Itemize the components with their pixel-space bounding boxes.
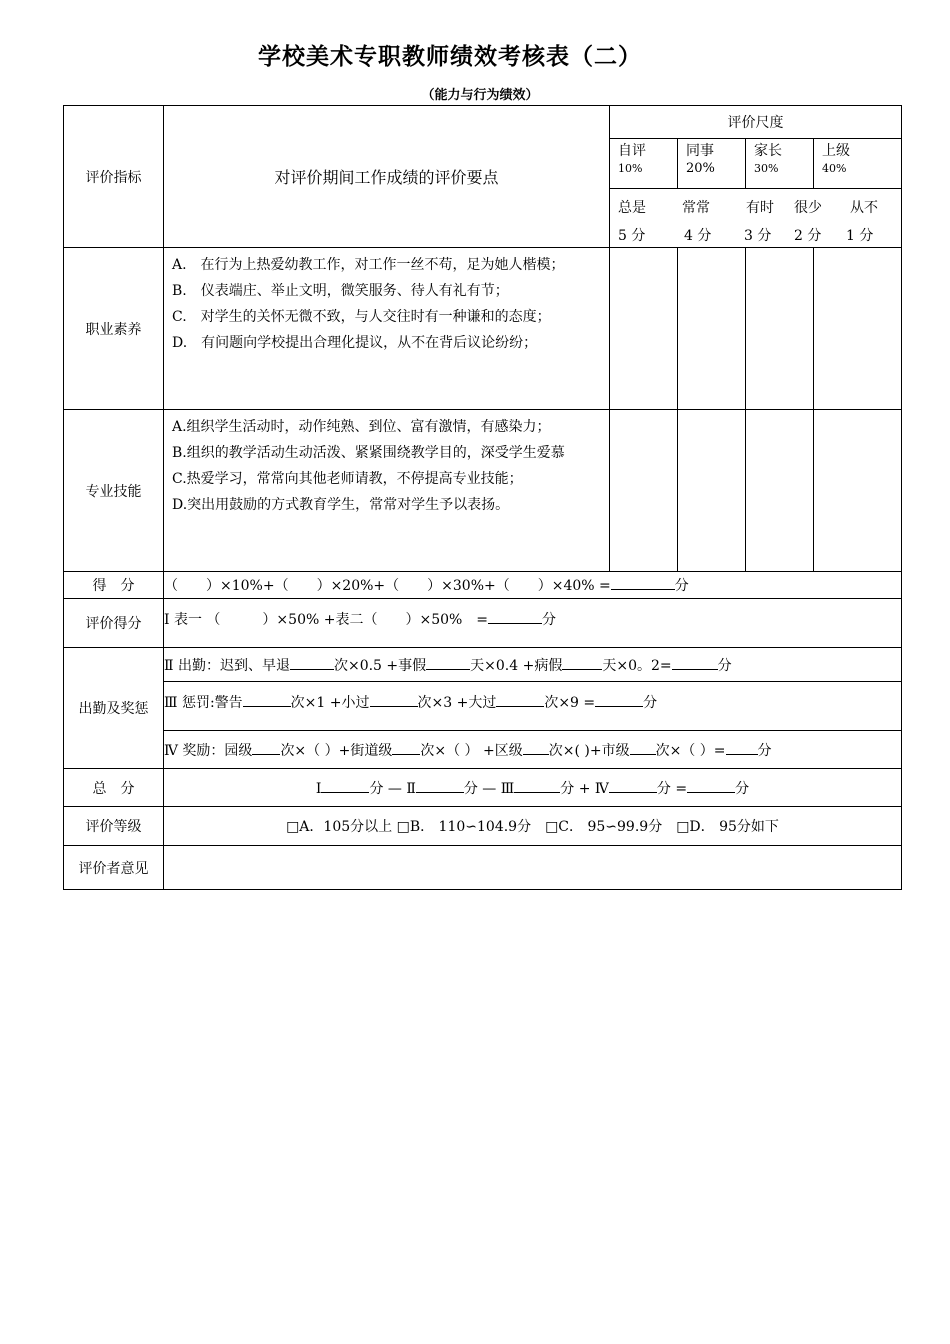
level-label: 总是: [618, 200, 646, 216]
level-points: 4 分: [684, 228, 712, 244]
score-cell[interactable]: [746, 248, 814, 410]
eval-score-text: Ⅰ 表一 （ ）×50% +表二（ ）×50% =: [164, 612, 489, 628]
score-unit: 分: [674, 578, 689, 594]
scale-header: 评价尺度: [610, 106, 902, 139]
total-formula: [164, 769, 902, 807]
attendance-text: Ⅱ 出勤：迟到、早退: [164, 657, 290, 674]
reward-text: 次×( )+市级: [548, 742, 630, 759]
rater-weight: 10%: [618, 162, 643, 175]
penalty-line: [164, 682, 902, 731]
rater-name: 自评: [618, 143, 646, 159]
reward-total-blank[interactable]: [726, 740, 758, 755]
rater-parent: [746, 139, 814, 189]
rater-name: 上级: [822, 143, 850, 159]
reward-text: 次×（ ） +区级: [420, 742, 523, 759]
score-cell[interactable]: [814, 248, 902, 410]
level-label: 有时: [746, 200, 774, 216]
score-blank[interactable]: [611, 575, 675, 590]
city-reward-blank[interactable]: [630, 740, 656, 755]
reward-line: [164, 731, 902, 769]
rater-weight: 40%: [822, 162, 847, 175]
rater-supervisor: [814, 139, 902, 189]
page-subtitle: （能力与行为绩效）: [421, 88, 539, 103]
total-blank-5[interactable]: [687, 778, 735, 793]
eval-score-label: 评价得分: [64, 599, 164, 648]
total-label: 总 分: [64, 769, 164, 807]
rater-name: 同事: [686, 143, 714, 159]
major-demerit-blank[interactable]: [496, 692, 544, 707]
attendance-text: 次×0.5 +事假: [333, 657, 427, 674]
school-reward-blank[interactable]: [252, 740, 280, 755]
penalty-unit: 分: [643, 695, 658, 711]
section-items: [164, 248, 610, 410]
attendance-text: 天×0.4 +病假: [470, 657, 563, 674]
criterion-item: A.组织学生活动时，动作纯熟、到位、富有激情，有感染力；: [172, 419, 551, 435]
criterion-item: C.热爱学习，常常向其他老师请教，不停提高专业技能；: [172, 471, 523, 487]
indicator-header: 评价指标: [64, 106, 164, 248]
level-label: 从不: [850, 200, 878, 216]
penalty-text: 次×9 =: [544, 695, 596, 711]
total-text: 分 =: [656, 780, 688, 797]
level-label: 常常: [682, 200, 710, 216]
rater-name: 家长: [754, 143, 782, 159]
level-points: 5 分: [618, 228, 646, 244]
attendance-total-blank[interactable]: [672, 655, 718, 670]
level-scale: [610, 189, 902, 248]
criterion-item: C. 对学生的关怀无微不致，与人交往时有一种谦和的态度；: [172, 309, 551, 325]
attendance-line: [164, 648, 902, 682]
score-cell[interactable]: [746, 410, 814, 572]
total-blank-3[interactable]: [514, 778, 560, 793]
criterion-item: D.突出用鼓励的方式教育学生，常常对学生予以表扬。: [172, 497, 510, 513]
total-text: 分: [735, 780, 750, 797]
grade-options[interactable]: □A．105分以上 □B． 110∽104.9分 □C． 95∽99.9分 □D． 95分如下: [164, 807, 902, 846]
warning-blank[interactable]: [243, 692, 291, 707]
attendance-unit: 分: [717, 657, 732, 674]
total-text: 分 — Ⅲ: [463, 780, 515, 797]
level-label: 很少: [794, 200, 822, 216]
score-cell[interactable]: [678, 248, 746, 410]
district-reward-blank[interactable]: [523, 740, 549, 755]
total-blank-1[interactable]: [321, 778, 369, 793]
section-professionalism: 职业素养: [64, 248, 164, 410]
attendance-label: 出勤及奖惩: [64, 648, 164, 769]
page-title: 学校美术专职教师绩效考核表（二）: [258, 44, 642, 70]
section-items: [164, 410, 610, 572]
reward-text: 次×（ ）+街道级: [280, 742, 393, 759]
street-reward-blank[interactable]: [392, 740, 420, 755]
total-blank-2[interactable]: [416, 778, 464, 793]
total-text: Ⅰ: [315, 780, 322, 797]
penalty-total-blank[interactable]: [595, 692, 643, 707]
penalty-text: 次×1 +小过: [290, 695, 370, 711]
score-formula-text: （ ）×10%+（ ）×20%+（ ）×30%+（ ）×40% =: [164, 578, 611, 594]
late-blank[interactable]: [290, 655, 334, 670]
total-text: 分 + Ⅳ: [560, 780, 609, 797]
personal-leave-blank[interactable]: [426, 655, 470, 670]
score-formula: [164, 572, 902, 599]
total-text: 分 — Ⅱ: [369, 780, 416, 797]
level-points: 2 分: [794, 228, 822, 244]
score-cell[interactable]: [678, 410, 746, 572]
criterion-item: B.组织的教学活动生动活泼、紧紧围绕教学目的，深受学生爱慕: [172, 445, 565, 461]
opinion-field[interactable]: [164, 846, 902, 890]
criterion-item: B. 仪表端庄、举止文明，微笑服务、待人有礼有节；: [172, 283, 509, 299]
rater-weight: 30%: [754, 162, 779, 175]
sick-leave-blank[interactable]: [562, 655, 602, 670]
level-points: 3 分: [744, 228, 772, 244]
section-skills: 专业技能: [64, 410, 164, 572]
reward-unit: 分: [757, 742, 772, 759]
eval-score-formula: [164, 599, 902, 648]
points-header: 对评价期间工作成绩的评价要点: [164, 106, 610, 248]
penalty-text: Ⅲ 惩罚:警告: [164, 695, 243, 711]
score-cell[interactable]: [610, 410, 678, 572]
grade-label: 评价等级: [64, 807, 164, 846]
minor-demerit-blank[interactable]: [370, 692, 418, 707]
score-label: 得 分: [64, 572, 164, 599]
level-points: 1 分: [846, 228, 874, 244]
criterion-item: A. 在行为上热爱幼教工作，对工作一丝不苟，足为她人楷模；: [172, 257, 565, 273]
rater-self: [610, 139, 678, 189]
evaluation-table: [63, 105, 902, 890]
rater-colleague: [678, 139, 746, 189]
criterion-item: D. 有问题向学校提出合理化提议，从不在背后议论纷纷；: [172, 335, 538, 351]
rater-weight: 20%: [686, 161, 715, 176]
attendance-text: 天×0。2=: [602, 657, 672, 674]
eval-score-blank[interactable]: [488, 609, 542, 624]
reward-text: Ⅳ 奖励：园级: [164, 742, 253, 759]
score-cell[interactable]: [814, 410, 902, 572]
score-cell[interactable]: [610, 248, 678, 410]
opinion-label: 评价者意见: [64, 846, 164, 890]
eval-score-unit: 分: [542, 612, 557, 628]
total-blank-4[interactable]: [609, 778, 657, 793]
penalty-text: 次×3 +大过: [417, 695, 497, 711]
reward-text: 次×（ ）=: [655, 742, 726, 759]
